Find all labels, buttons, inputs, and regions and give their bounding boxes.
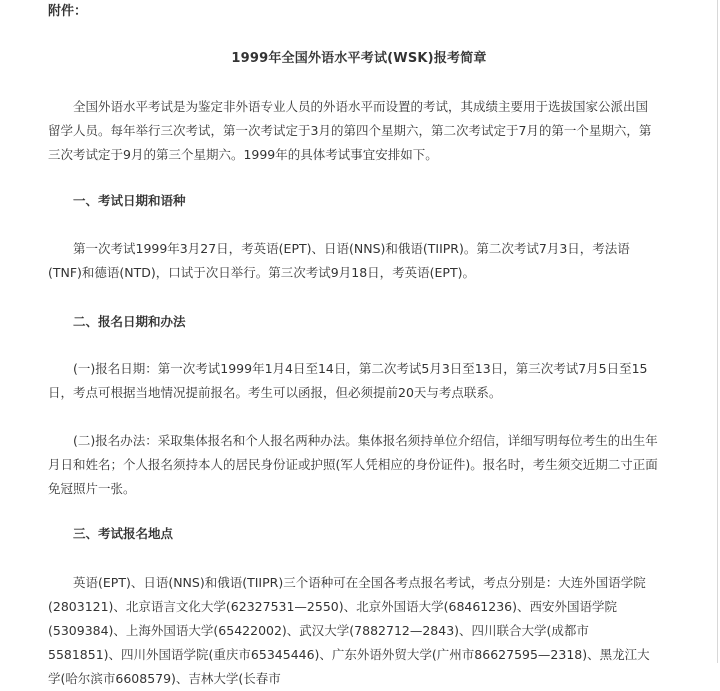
attachment-label: 附件： [48, 4, 88, 19]
section-heading-exam-dates: 一、考试日期和语种 [73, 193, 186, 208]
exam-dates-paragraph: 第一次考试1999年3月27日，考英语(EPT)、日语(NNS)和俄语(TIIPR)。第二次考试7月3日，考法语(TNF)和德语(NTD)，口试于次日举行。第三次考试9月18日，考英语(EPT)。 [48, 241, 630, 280]
section-heading-registration: 二、报名日期和办法 [73, 314, 186, 329]
locations-paragraph: 英语(EPT)、日语(NNS)和俄语(TIIPR)三个语种可在全国各考点报名考试，考点分别是：大连外国语学院(2803121)、北京语言文化大学(62327531—2550)、北京外国语大学(68461236)、西安外国语学院(5309384)、上海外国语大学(65422002)、武汉大学(7882712—2843)、四川联合大学(成都市5581851)、四川外国语学院(重庆市65345446)、广东外语外贸大学(广州市86627595—2318)、黑龙江大学(哈尔滨市6608579)、吉林大学(长春市 [48, 575, 650, 686]
registration-method-paragraph: (二)报名办法：采取集体报名和个人报名两种办法。集体报名须持单位介绍信，详细写明每位考生的出生年月日和姓名；个人报名须持本人的居民身份证或护照(军人凭相应的身份证件)。报名时，考生须交近期二寸正面免冠照片一张。 [48, 433, 658, 496]
document-title: 1999年全国外语水平考试(WSK)报考简章 [231, 51, 487, 66]
intro-paragraph: 全国外语水平考试是为鉴定非外语专业人员的外语水平而设置的考试，其成绩主要用于选拔国家公派出国留学人员。每年举行三次考试，第一次考试定于3月的第四个星期六，第二次考试定于7月的第一个星期六，第三次考试定于9月的第三个星期六。1999年的具体考试事宜安排如下。 [48, 99, 652, 162]
registration-dates-paragraph: (一)报名日期：第一次考试1999年1月4日至14日，第二次考试5月3日至13日，第三次考试7月5日至15日，考点可根据当地情况提前报名。考生可以函报，但必须提前20天与考点联系。 [48, 361, 648, 400]
section-heading-locations: 三、考试报名地点 [73, 526, 174, 541]
